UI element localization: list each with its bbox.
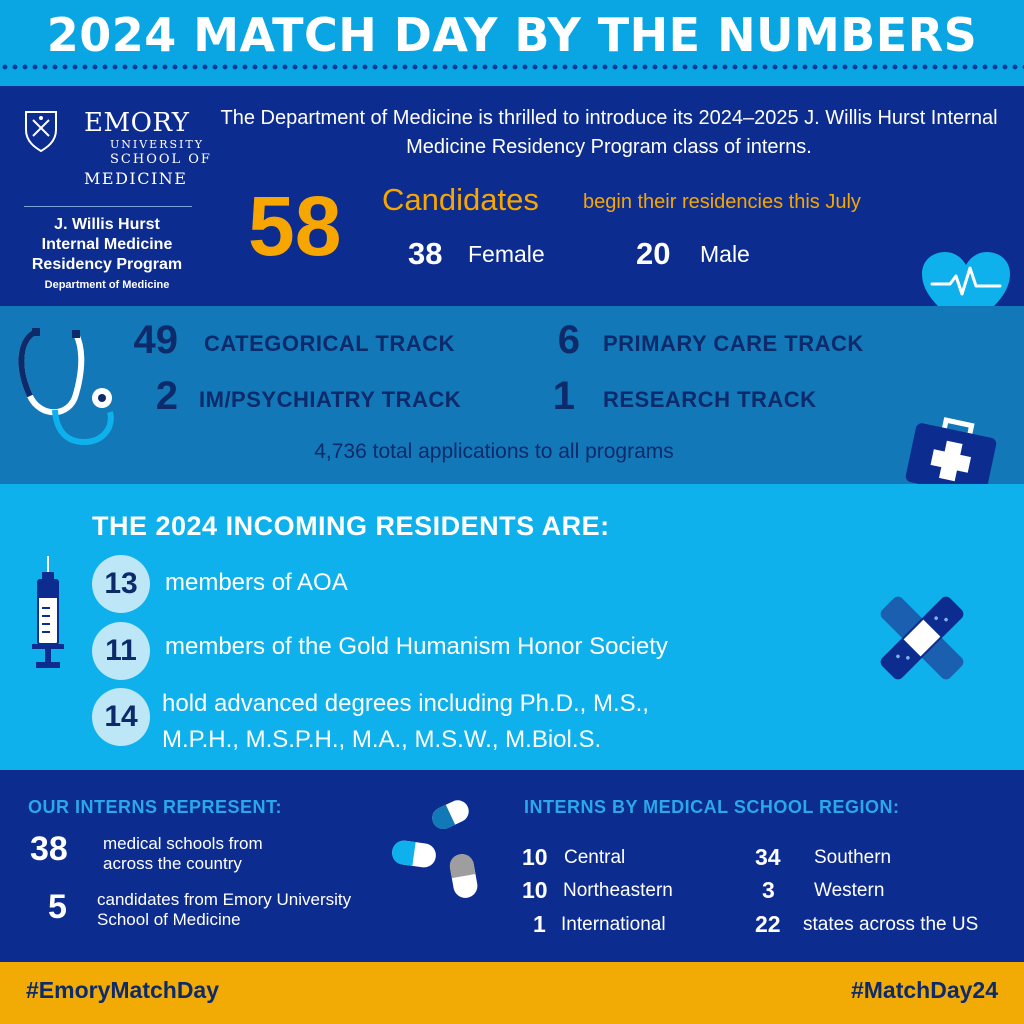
page-title: 2024 MATCH DAY BY THE NUMBERS	[46, 8, 978, 62]
program-name-line1: J. Willis Hurst	[54, 216, 160, 233]
logo-school-of: SCHOOL OF	[110, 152, 212, 167]
represent-heading: OUR INTERNS REPRESENT:	[28, 797, 283, 817]
program-name-line2: Internal Medicine	[41, 236, 173, 253]
male-label: Male	[700, 241, 750, 267]
logo-divider	[24, 206, 192, 207]
central-label: Central	[564, 847, 626, 868]
pills-icon	[388, 792, 488, 904]
medical-schools-count: 38	[30, 830, 68, 868]
emory-candidates-text-line1: candidates from Emory University	[97, 890, 352, 909]
female-label: Female	[468, 241, 545, 267]
department-name: Department of Medicine	[44, 279, 170, 291]
international-count: 1	[533, 911, 546, 937]
male-count: 20	[636, 236, 671, 271]
applications-total: 4,736 total applications to all programs	[314, 440, 674, 463]
southern-count: 34	[755, 844, 781, 870]
emory-candidates-count: 5	[48, 888, 67, 926]
advanced-degrees-line2: M.P.H., M.S.P.H., M.A., M.S.W., M.Biol.S.	[162, 726, 602, 753]
hashtag-emory-match-day: #EmoryMatchDay	[26, 977, 220, 1003]
primary-care-track-label: PRIMARY CARE TRACK	[603, 331, 864, 356]
logo-university: UNIVERSITY	[110, 138, 204, 151]
states-count: 22	[755, 911, 781, 937]
southern-label: Southern	[814, 847, 892, 868]
logo-medicine: MEDICINE	[84, 169, 188, 188]
northeastern-label: Northeastern	[563, 880, 673, 901]
aoa-count: 13	[92, 555, 150, 613]
female-count: 38	[408, 236, 443, 271]
syringe-icon	[28, 556, 68, 672]
research-track-label: RESEARCH TRACK	[603, 387, 817, 412]
hashtag-match-day-24: #MatchDay24	[850, 977, 998, 1003]
advanced-degrees-count: 14	[92, 688, 150, 746]
western-label: Western	[814, 880, 885, 901]
gold-humanism-text: members of the Gold Humanism Honor Society	[165, 633, 668, 660]
residents-heading: THE 2024 INCOMING RESIDENTS ARE:	[92, 511, 610, 541]
bandage-icon	[872, 592, 972, 684]
emory-candidates-text-line2: School of Medicine	[97, 910, 241, 929]
primary-care-track-count: 6	[557, 318, 580, 362]
northeastern-count: 10	[522, 877, 548, 903]
advanced-degrees-line1: hold advanced degrees including Ph.D., M.S.,	[162, 690, 649, 717]
international-label: International	[561, 914, 666, 935]
program-name-line3: Residency Program	[31, 256, 183, 273]
logo-emory: EMORY	[84, 108, 190, 138]
western-count: 3	[762, 877, 775, 903]
candidates-label: Candidates	[382, 182, 539, 217]
intro-text: The Department of Medicine is thrilled to introduce its 2024–2025 J. Willis Hurst Internal Medicine Residency Program class of interns.	[220, 107, 998, 158]
medical-schools-text-line1: medical schools from	[103, 834, 263, 853]
candidate-count: 58	[248, 179, 342, 273]
aoa-text: members of AOA	[165, 569, 348, 596]
gold-humanism-count: 11	[92, 622, 150, 680]
categorical-track-label: CATEGORICAL TRACK	[204, 331, 455, 356]
candidates-subtext: begin their residencies this July	[583, 191, 861, 213]
research-track-count: 1	[552, 374, 575, 418]
medical-schools-text-line2: across the country	[103, 854, 242, 873]
dotted-divider	[0, 64, 1024, 70]
categorical-track-count: 49	[133, 318, 178, 362]
emory-shield-icon	[24, 110, 58, 152]
regions-heading: INTERNS BY MEDICAL SCHOOL REGION:	[524, 797, 900, 817]
psychiatry-track-label: IM/PSYCHIATRY TRACK	[199, 387, 462, 412]
advanced-degrees-text	[162, 686, 649, 758]
states-label: states across the US	[803, 914, 979, 935]
psychiatry-track-count: 2	[155, 374, 178, 418]
central-count: 10	[522, 844, 548, 870]
